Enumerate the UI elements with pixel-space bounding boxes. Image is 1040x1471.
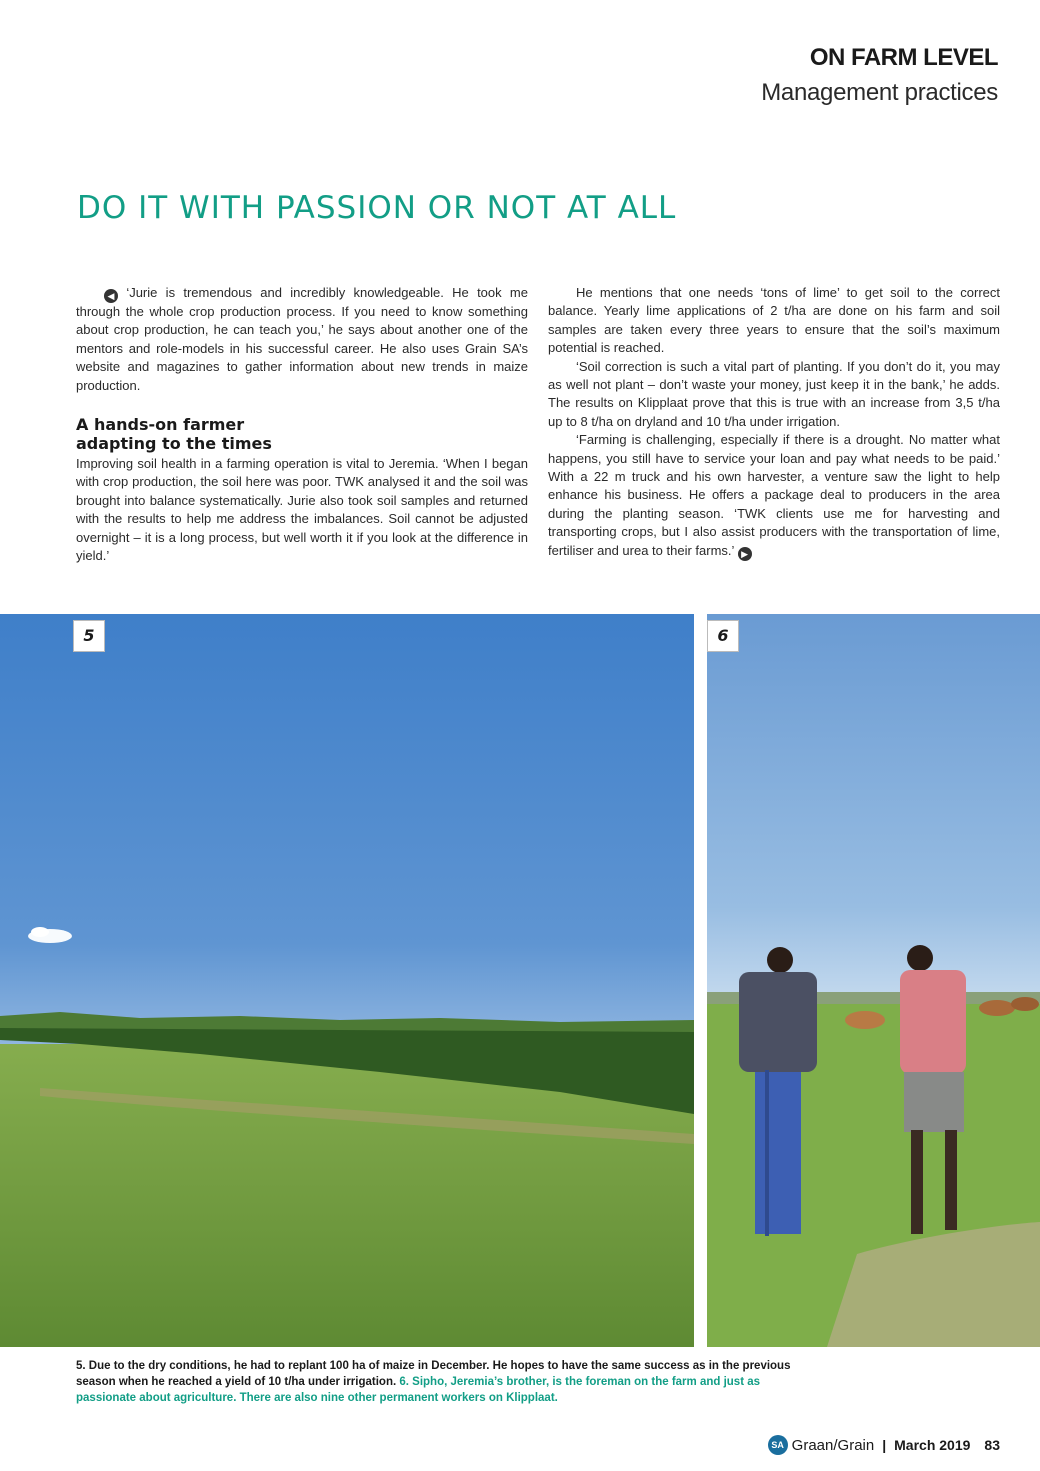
magazine-name: Graan/Grain (791, 1436, 875, 1454)
left-paragraph-1-text: ‘Jurie is tremendous and incredibly knowledgeable. He took me through the whole crop production process. If you need to know something about crop production, he can teach you,’ he says about another one of the mentors and role-models in his successful career. He also uses Grain SA’s website and magazines to gather information about new trends in maize production. (76, 285, 528, 393)
left-paragraph-2: Improving soil health in a farming operation is vital to Jeremia. ‘When I began with crop production, the soil here was poor. TWK analysed it and the soil was brought into balance systematically. Jurie also took soil samples and returned with the results to help me address the imbalances. Soil cannot be adjusted overnight – it is a long process, but well worth it if you look at the difference in yield.’ (76, 456, 528, 564)
farm-workers-illustration (707, 614, 1040, 1347)
photo-6-number: 6 (707, 620, 739, 652)
grain-sa-logo-icon: SA (768, 1435, 788, 1455)
right-paragraph-3-text: ‘Farming is challenging, especially if there is a drought. No matter what happens, you still have to service your loan and pay what needs to be paid.’ With a 22 m truck and his own harvester, a venture saw the light to help enhance his business. He offers a package deal to producers in the area during the planting season. ‘TWK clients use me for harvesting and transporting crops, but I also assist producers with the transportation of lime, fertiliser and urea to their farms.’ (548, 432, 1000, 558)
article-left-column (76, 284, 528, 565)
subheading-line-1: A hands-on farmer (76, 415, 245, 435)
cow-2 (979, 1000, 1015, 1016)
issue-date: March 2019 (894, 1437, 971, 1453)
page-footer (768, 1434, 1000, 1456)
article-headline: DO IT WITH PASSION OR NOT AT ALL (77, 190, 677, 226)
right-paragraph-1: He mentions that one needs ‘tons of lime’ to get soil to the correct balance. Yearly lime applications of 2 t/ha are done on his farm and soil samples are taken every three years to ensure that the soil’s maximum potential is reached. (548, 285, 1000, 356)
cow-1 (845, 1011, 885, 1029)
cow-3 (1011, 997, 1039, 1011)
left-paragraph-1 (76, 284, 528, 395)
arrow-right-circle-icon: ▶ (738, 547, 752, 561)
photo-5-number: 5 (73, 620, 105, 652)
photo-caption (76, 1358, 796, 1406)
photo-farm-workers (707, 614, 1040, 1347)
section-header (761, 44, 998, 108)
section-title: ON FARM LEVEL (809, 44, 998, 71)
page-number: 83 (984, 1437, 1000, 1453)
subheading-line-2: adapting to the times (76, 434, 272, 454)
article-right-column (548, 284, 1000, 561)
right-paragraph-2: ‘Soil correction is such a vital part of planting. If you don’t do it, you may as well not plant – don’t waste your money, just keep it in the bank,’ he adds. The results on Klipplaat prove that this is true with an increase from 3,5 t/ha up to 8 t/ha on dryland and 10 t/ha under irrigation. (548, 358, 1000, 429)
photo-maize-field (0, 614, 694, 1347)
cloud-puff (31, 927, 49, 937)
caption-photo-6: 6. Sipho, Jeremia’s brother, is the foreman on the farm and just as passionate about agriculture. There are also nine other permanent workers on Klipplaat. (76, 1376, 761, 1404)
article-subheading (76, 415, 528, 453)
maize-field-illustration (0, 614, 694, 1347)
caption-photo-5: 5. Due to the dry conditions, he had to replant 100 ha of maize in December. He hopes to have the same success as in the previous season when he reached a yield of 10 t/ha under irrigation. (76, 1360, 791, 1388)
arrow-left-circle-icon: ◀ (104, 289, 118, 303)
section-subtitle: Management practices (761, 79, 998, 106)
footer-separator: | (882, 1437, 887, 1453)
right-paragraph-3 (548, 431, 1000, 560)
